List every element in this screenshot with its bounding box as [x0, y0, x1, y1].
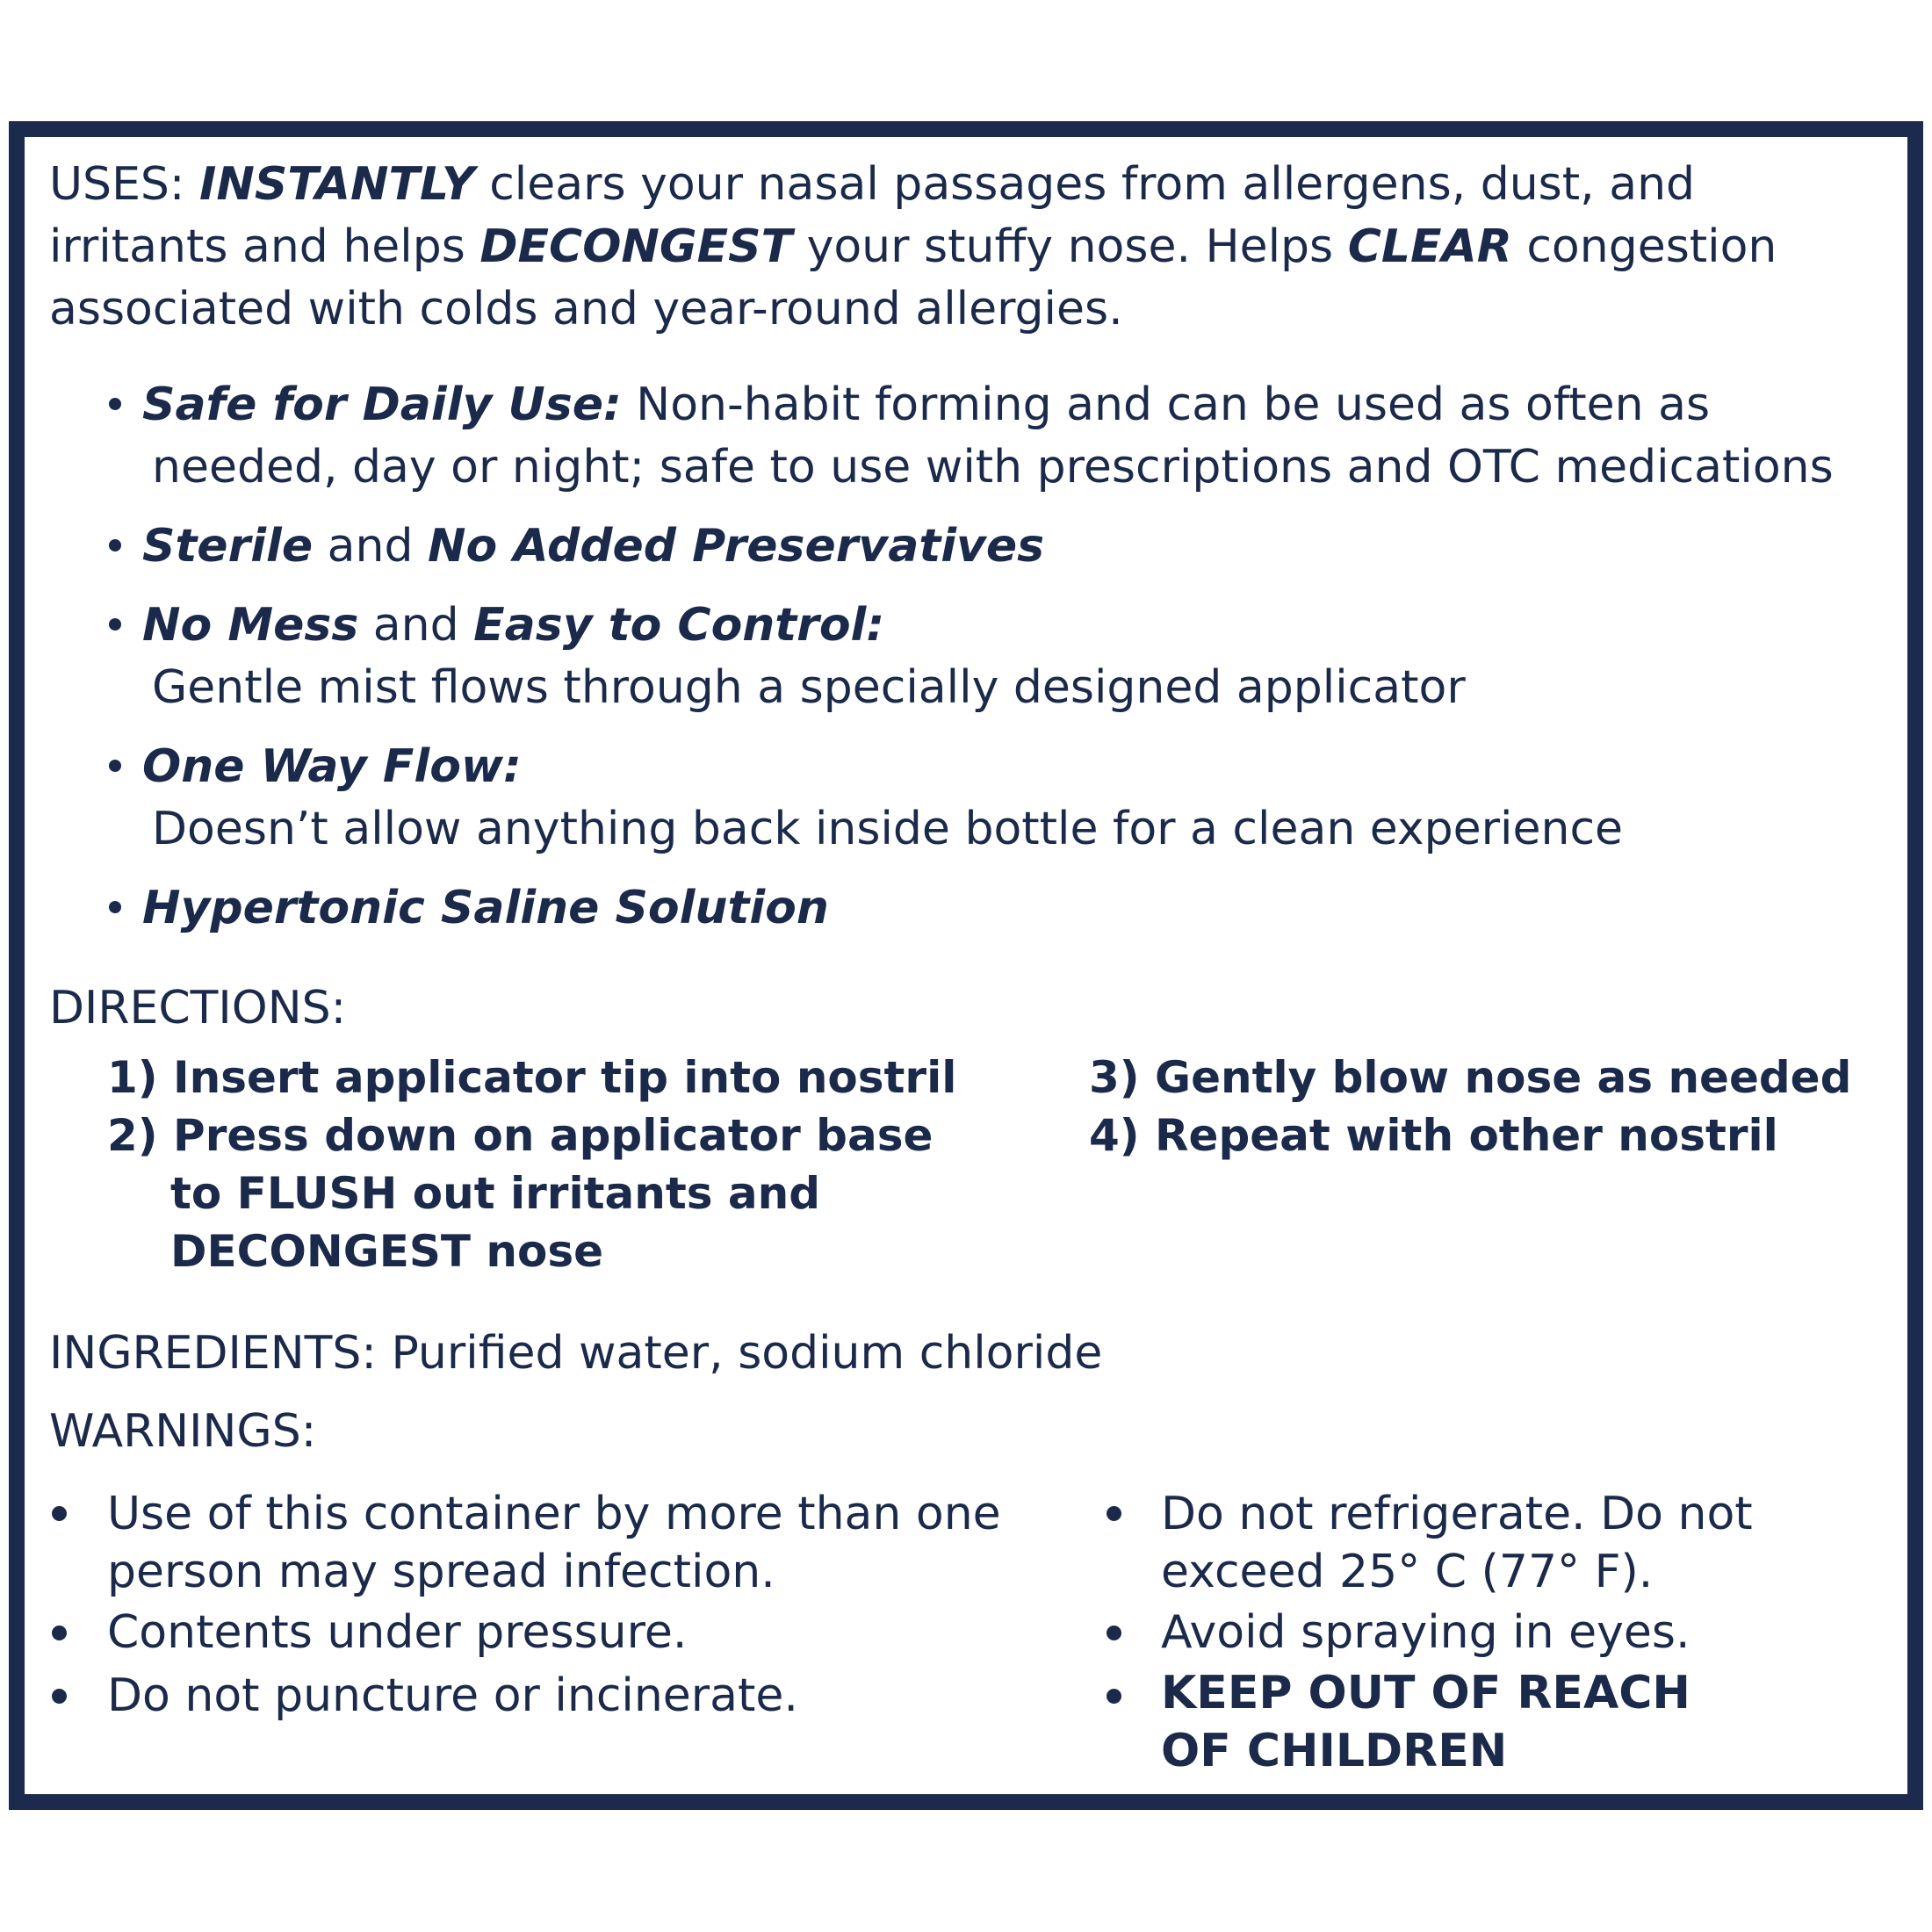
feature-one-way-flow-line-2: Doesn’t allow anything back inside bottle for a clean experience [152, 803, 1624, 855]
warning-right-1-line-2: exceed 25° C (77° F). [1161, 1546, 1654, 1598]
uses-line-2 [49, 215, 1777, 278]
feature-title: No Mess [142, 599, 359, 652]
direction-step-2-line-2: to FLUSH out irritants and [170, 1168, 821, 1219]
warning-right-2: Avoid spraying in eyes. [1161, 1606, 1690, 1659]
bullet-icon [52, 1626, 67, 1640]
warnings-label: WARNINGS: [49, 1405, 317, 1458]
direction-step-2-line-3: DECONGEST nose [170, 1226, 604, 1277]
uses-emphasis-clear: CLEAR [1347, 220, 1512, 273]
warning-right-1-line-1: Do not refrigerate. Do not [1161, 1488, 1753, 1540]
ingredients-text: Purified water, sodium chloride [376, 1327, 1103, 1380]
feature-title: Hypertonic Saline Solution [142, 882, 829, 934]
warning-right-3-line-1: KEEP OUT OF REACH [1161, 1667, 1690, 1719]
bullet-icon [1107, 1626, 1121, 1640]
ingredients-line [49, 1322, 1102, 1385]
feature-one-way-flow [109, 735, 522, 798]
uses-line-3: associated with colds and year-round allergies. [49, 283, 1123, 335]
feature-text: Non-habit forming and can be used as often as [621, 378, 1711, 431]
feature-safe-daily-use-line-2: needed, day or night; safe to use with prescriptions and OTC medications [152, 441, 1834, 494]
uses-emphasis-decongest: DECONGEST [479, 220, 793, 273]
warning-right-3-line-2: OF CHILDREN [1161, 1725, 1508, 1777]
feature-sterile [109, 515, 1044, 578]
bullet-icon [1107, 1689, 1121, 1704]
feature-no-mess [109, 594, 884, 657]
warning-left-1-line-1: Use of this container by more than one [107, 1488, 1001, 1540]
feature-hypertonic [109, 876, 829, 940]
warning-left-2: Contents under pressure. [107, 1606, 688, 1659]
bullet-icon [109, 398, 121, 410]
direction-step-4: 4) Repeat with other nostril [1089, 1110, 1778, 1161]
bullet-icon [52, 1689, 67, 1704]
feature-title: Sterile [142, 520, 314, 573]
feature-text: and [313, 520, 429, 573]
uses-line-2-text-b: your stuffy nose. Helps [792, 220, 1348, 273]
bullet-icon [52, 1506, 67, 1521]
feature-safe-daily-use [109, 373, 1710, 436]
feature-no-mess-line-2: Gentle mist flows through a specially designed applicator [152, 661, 1466, 714]
uses-line-2-text-a: irritants and helps [49, 220, 480, 273]
warning-left-1-line-2: person may spread infection. [107, 1546, 775, 1598]
uses-line-1-text: clears your nasal passages from allergens, dust, and [474, 158, 1696, 211]
direction-step-3: 3) Gently blow nose as needed [1089, 1052, 1852, 1103]
directions-label: DIRECTIONS: [49, 982, 347, 1034]
warning-left-3: Do not puncture or incinerate. [107, 1669, 798, 1722]
bullet-icon [109, 539, 121, 551]
uses-line-2-text-c: congestion [1511, 220, 1777, 273]
feature-title-2: No Added Preservatives [428, 520, 1045, 573]
ingredients-label: INGREDIENTS: [49, 1327, 377, 1380]
direction-step-2: 2) Press down on applicator base [107, 1110, 934, 1161]
bullet-icon [109, 618, 121, 631]
uses-label: USES: [49, 158, 185, 211]
direction-step-1: 1) Insert applicator tip into nostril [107, 1052, 957, 1103]
uses-emphasis-instantly: INSTANTLY [198, 158, 475, 211]
feature-title: One Way Flow: [142, 740, 522, 793]
feature-text: and [358, 599, 474, 652]
bullet-icon [109, 901, 121, 913]
feature-title-2: Easy to Control: [473, 599, 885, 652]
bullet-icon [109, 760, 121, 772]
uses-line-1 [49, 153, 1695, 216]
feature-title: Safe for Daily Use: [142, 378, 622, 431]
bullet-icon [1107, 1506, 1121, 1521]
